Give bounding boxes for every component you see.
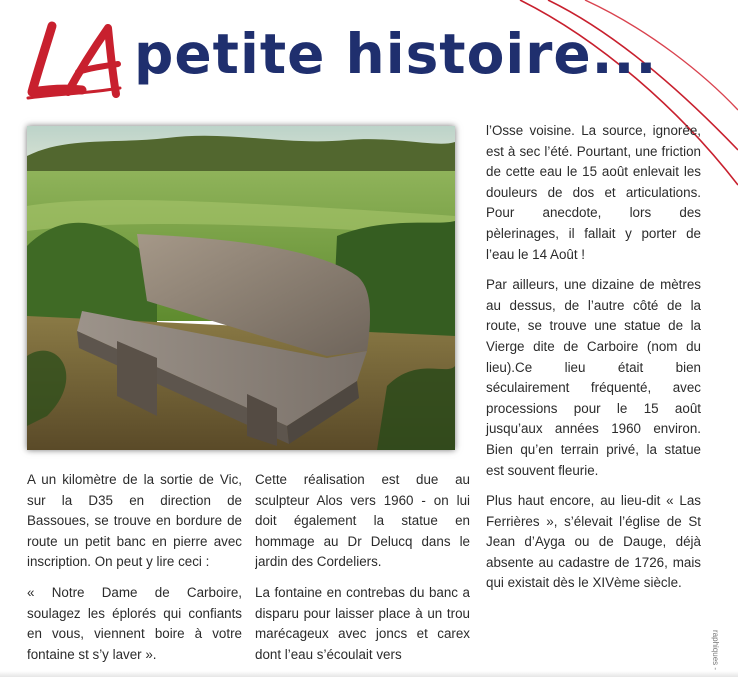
paragraph: Cette réalisation est due au sculpteur Alos vers 1960 - on lui doit également la statue en hommage au Dr Delucq dans le jardin des Cordeliers. (255, 472, 470, 570)
paragraph: La fontaine en contrebas du banc a disparu pour laisser place à un trou marécageux avec joncs et carex dont l’eau s’écoulait vers (255, 584, 470, 662)
page-title: petite histoire... (134, 22, 658, 86)
margin-credit: raphiques - (711, 630, 720, 671)
article-column-1 (27, 470, 242, 675)
paragraph: Plus haut encore, au lieu-dit « Las Ferrières », s’élevait l’église de St Jean d’Ayga ou de Dauge, déjà absente au cadastre de 1726, mais qui existait dès le XIVème siècle. (486, 493, 701, 591)
paragraph: « Notre Dame de Carboire, soulagez les éplorés qui confiants en vous, viennent boire à votre fontaine st s’y laver ». (27, 584, 242, 662)
article-column-2 (255, 470, 470, 666)
paragraph: l’Osse voisine. La source, ignorée, est à sec l’été. Pourtant, une friction de cette eau le 15 août enlevait les douleurs de dos et articulations. Pour anecdote, lors des pèlerinages, il fallait y porter de l’eau le 14 Août ! (486, 123, 701, 262)
paragraph: A un kilomètre de la sortie de Vic, sur la D35 en direction de Bassoues, se trouve en bordure de route un petit banc en pierre avec inscription. On peut y lire ceci : (27, 472, 242, 570)
title-la-logotype (24, 18, 124, 104)
bottom-edge (0, 671, 738, 677)
article-column-3 (486, 121, 701, 604)
paragraph: Par ailleurs, une dizaine de mètres au dessus, de l’autre côté de la route, se trouve une statue de la Vierge dite de Carboire (nom du lieu).Ce lieu était bien séculairement fréquenté, avec processions pour le 15 août jusqu’aux années 1960 environ. Bien qu’en terrain privé, la statue est souvent fleurie. (486, 277, 701, 478)
photo-stone-bench (27, 126, 455, 450)
